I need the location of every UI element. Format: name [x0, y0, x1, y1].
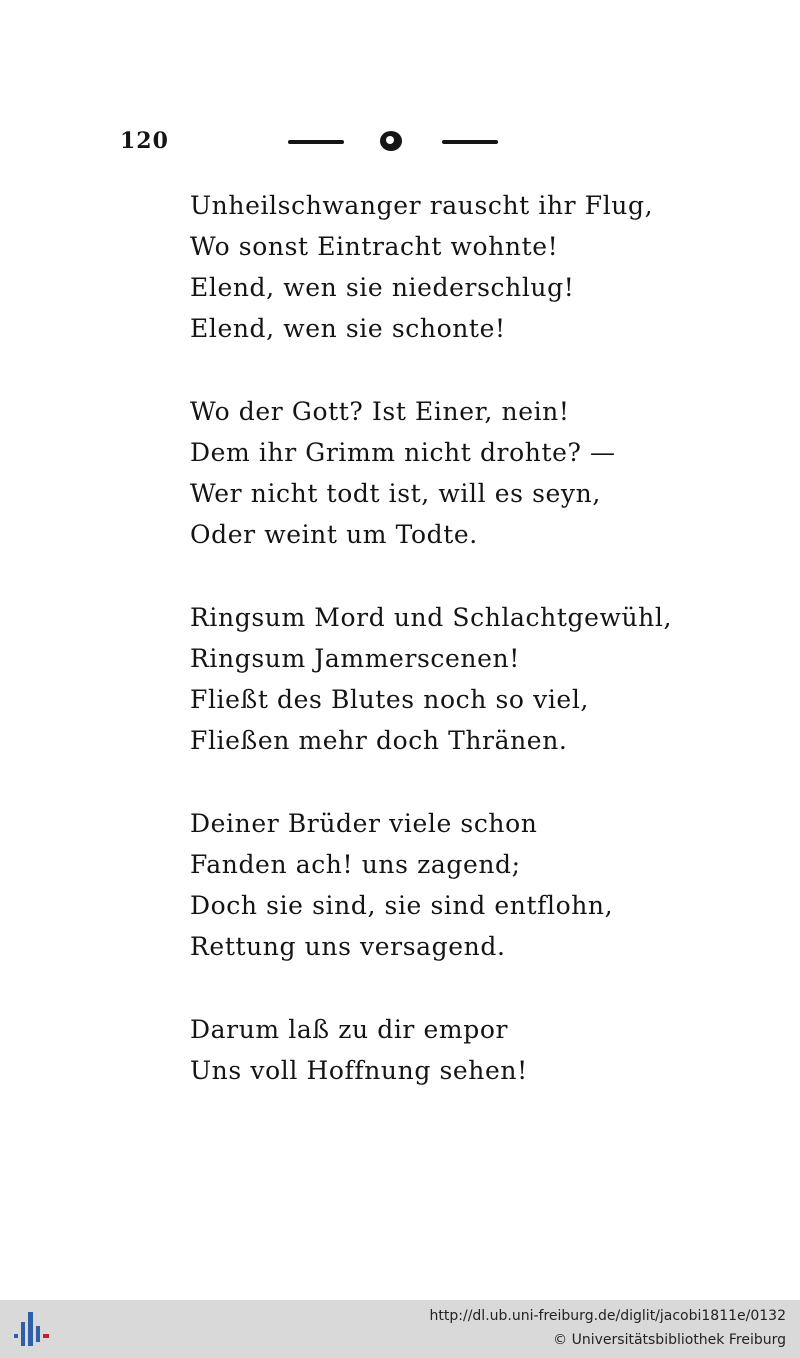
poem-line: Oder weint um Todte. [190, 520, 478, 549]
poem-line: Rettung uns versagend. [190, 932, 506, 961]
poem-line: Deiner Brüder viele schon [190, 809, 538, 838]
stanza [190, 803, 650, 967]
poem-line: Darum laß zu dir empor [190, 1015, 509, 1044]
stanza [190, 1009, 650, 1091]
ornament-rule-right [442, 140, 498, 144]
poem-line: Fließt des Blutes noch so viel, [190, 685, 589, 714]
stanza [190, 597, 673, 761]
poem-line: Wo sonst Eintracht wohnte! [190, 232, 559, 261]
stanza [190, 391, 650, 555]
poem-line: Unheilschwanger rauscht ihr Flug, [190, 191, 654, 220]
poem-line: Fanden ach! uns zagend; [190, 850, 521, 879]
page-header [120, 124, 540, 160]
poem-line: Dem ihr Grimm nicht drohte? — [190, 438, 616, 467]
poem [190, 185, 673, 1091]
poem-line: Ringsum Mord und Schlachtgewühl, [190, 603, 673, 632]
poem-line: Fließen mehr doch Thränen. [190, 726, 568, 755]
poem-line: Doch sie sind, sie sind entflohn, [190, 891, 614, 920]
copyright-notice: © Universitätsbibliothek Freiburg [553, 1332, 786, 1348]
viewer-footer [0, 1300, 800, 1358]
poem-line: Wo der Gott? Ist Einer, nein! [190, 397, 570, 426]
poem-line: Ringsum Jammerscenen! [190, 644, 520, 673]
ornament-rule-left [288, 140, 344, 144]
ub-freiburg-logo-icon [10, 1308, 52, 1350]
stanza-gap [190, 555, 650, 597]
poem-line: Elend, wen sie schonte! [190, 314, 506, 343]
stanza-gap [190, 349, 650, 391]
page-number: 120 [120, 128, 169, 154]
poem-line: Uns voll Hoffnung sehen! [190, 1056, 528, 1085]
poem-line: Wer nicht todt ist, will es seyn, [190, 479, 601, 508]
poem-line: Elend, wen sie niederschlug! [190, 273, 575, 302]
stanza [190, 185, 654, 349]
stanza-gap [190, 761, 650, 803]
stanza-gap [190, 967, 650, 1009]
ornament-dot-icon [380, 131, 402, 151]
document-url[interactable]: http://dl.ub.uni-freiburg.de/diglit/jacobi1811e/0132 [429, 1308, 786, 1324]
